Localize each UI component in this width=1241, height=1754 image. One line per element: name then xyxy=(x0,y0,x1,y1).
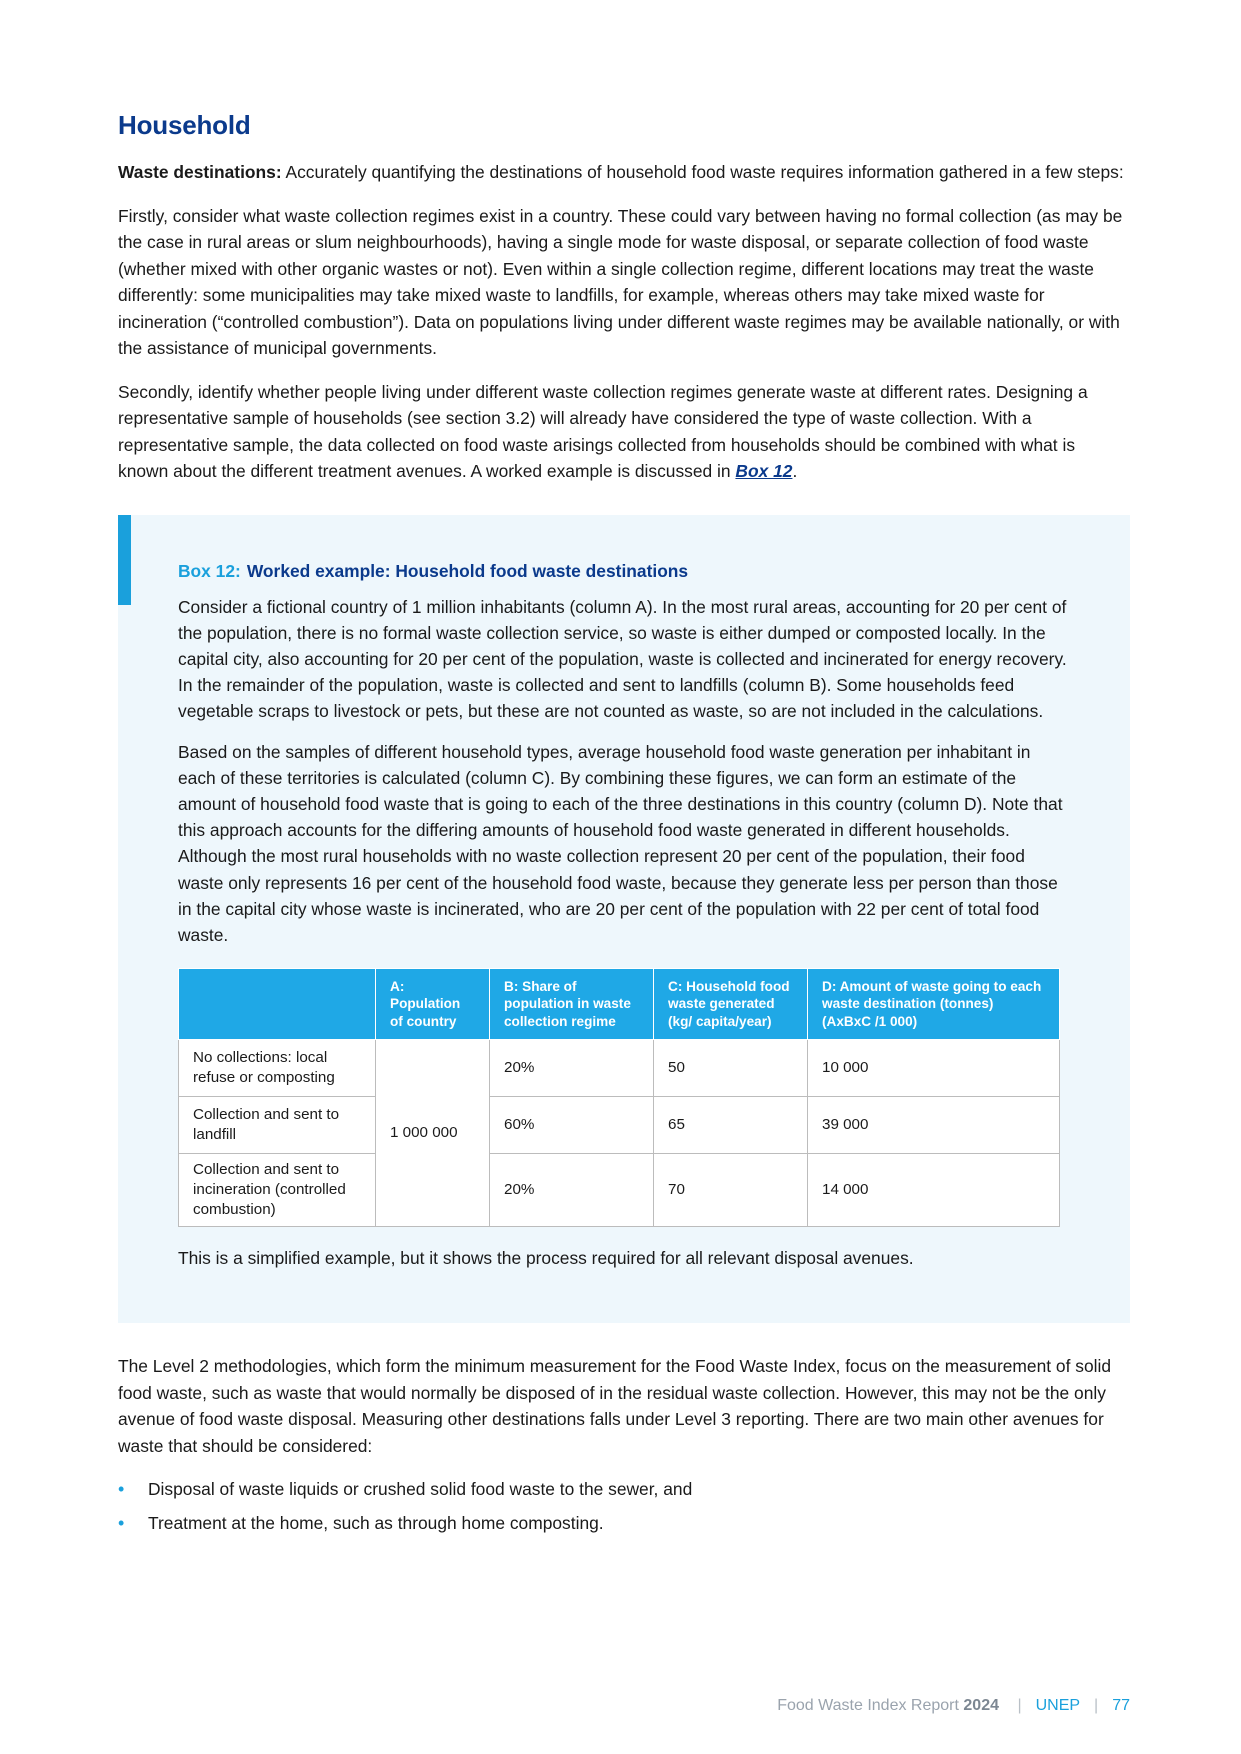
list-item-text: Disposal of waste liquids or crushed solid food waste to the sewer, and xyxy=(148,1479,693,1500)
cell-c: 50 xyxy=(654,1040,808,1097)
header-b: B: Share of population in waste collection regime xyxy=(490,969,654,1040)
footer-year: 2024 xyxy=(963,1697,999,1714)
box-title-text: Worked example: Household food waste destinations xyxy=(246,560,689,581)
row-label: Collection and sent to incineration (controlled combustion) xyxy=(179,1154,376,1227)
footer-org: UNEP xyxy=(1035,1697,1081,1714)
section-heading: Household xyxy=(118,110,251,140)
cell-d: 10 000 xyxy=(808,1040,1060,1097)
header-d: D: Amount of waste going to each waste destination (tonnes) (AxBxC /1 000) xyxy=(808,969,1060,1040)
list-item xyxy=(118,1476,1130,1502)
box-number: Box 12: xyxy=(178,560,241,581)
destinations-table xyxy=(178,968,1060,1227)
secondly-text: Secondly, identify whether people living under different waste collection regimes generate waste at different rates. Designing a representative sample of households (see section 3.2) will already have considered the type of waste collection. With a representative sample, the data collected on food waste arisings collected from households should be combined with what is known about the different treatment avenues. A worked example is discussed in xyxy=(118,381,1088,481)
header-c: C: Household food waste generated (kg/ capita/year) xyxy=(654,969,808,1040)
box-12-link[interactable]: Box 12 xyxy=(735,461,793,481)
table-row xyxy=(179,1097,1060,1154)
row-label: No collections: local refuse or composting xyxy=(179,1040,376,1097)
page-number: 77 xyxy=(1112,1697,1130,1714)
header-a: A: Population of country xyxy=(376,969,490,1040)
worked-example-box xyxy=(118,515,1130,1324)
intro-paragraph xyxy=(118,159,1130,186)
footer-separator: | xyxy=(1017,1697,1022,1714)
population-cell: 1 000 000 xyxy=(376,1040,490,1227)
cell-b: 20% xyxy=(490,1154,654,1227)
secondly-paragraph xyxy=(118,379,1130,485)
intro-text: Accurately quantifying the destinations of household food waste requires information gathered in a few steps: xyxy=(281,162,1124,182)
header-blank xyxy=(179,969,376,1040)
cell-b: 60% xyxy=(490,1097,654,1154)
cell-d: 39 000 xyxy=(808,1097,1060,1154)
level2-paragraph: The Level 2 methodologies, which form the minimum measurement for the Food Waste Index, focus on the measurement of solid food waste, such as waste that would normally be disposed of in the residual waste collection. However, this may not be the only avenue of food waste disposal. Measuring other destinations falls under Level 3 reporting. There are two main other avenues for waste that should be considered: xyxy=(118,1356,1112,1456)
cell-c: 70 xyxy=(654,1154,808,1227)
box-paragraph-2: Based on the samples of different household types, average household food waste generation per inhabitant in each of these territories is calculated (column C). By combining these figures, we can form an estimate of the amount of household food waste that is going to each of the three destinations in this country (column D). Note that this approach accounts for the differing amounts of household food waste generated in different households. Although the most rural households with no waste collection represent 20 per cent of the population, their food waste only represents 16 per cent of the household food waste, because they generate less per person than those in the capital city whose waste is incinerated, who are 20 per cent of the population with 22 per cent of total food waste. xyxy=(178,741,1063,945)
table-row xyxy=(179,1154,1060,1227)
box-closing: This is a simplified example, but it shows the process required for all relevant disposal avenues. xyxy=(178,1248,914,1269)
list-item xyxy=(118,1510,1130,1536)
box-accent-bar xyxy=(118,515,131,605)
cell-d: 14 000 xyxy=(808,1154,1060,1227)
cell-b: 20% xyxy=(490,1040,654,1097)
avenues-list xyxy=(118,1476,1130,1536)
box-title xyxy=(178,561,1070,582)
secondly-end: . xyxy=(792,461,798,481)
footer-separator: | xyxy=(1094,1697,1099,1714)
bullet-icon: • xyxy=(118,1513,125,1534)
table-row xyxy=(179,1040,1060,1097)
list-item-text: Treatment at the home, such as through home composting. xyxy=(148,1513,604,1534)
page-footer xyxy=(777,1697,1130,1715)
page-content xyxy=(118,110,1130,1544)
table-header-row xyxy=(179,969,1060,1040)
row-label: Collection and sent to landfill xyxy=(179,1097,376,1154)
bullet-icon: • xyxy=(118,1479,125,1500)
firstly-paragraph: Firstly, consider what waste collection regimes exist in a country. These could vary between having no formal collection (as may be the case in rural areas or slum neighbourhoods), having a single mode for waste disposal, or separate collection of food waste (whether mixed with other organic wastes or not). Even within a single collection regime, different locations may treat the waste differently: some municipalities may take mixed waste to landfills, for example, whereas others may take mixed waste for incineration (“controlled combustion”). Data on populations living under different waste regimes may be available nationally, or with the assistance of municipal governments. xyxy=(118,205,1123,358)
footer-report: Food Waste Index Report xyxy=(777,1697,959,1714)
intro-label: Waste destinations: xyxy=(118,162,282,182)
box-paragraph-1: Consider a fictional country of 1 million inhabitants (column A). In the most rural areas, accounting for 20 per cent of the population, there is no formal waste collection service, so waste is either dumped or composted locally. In the capital city, also accounting for 20 per cent of the population, waste is collected and incinerated for energy recovery. In the remainder of the population, waste is collected and sent to landfills (column B). Some households feed vegetable scraps to livestock or pets, but these are not counted as waste, so are not included in the calculations. xyxy=(178,596,1067,722)
cell-c: 65 xyxy=(654,1097,808,1154)
